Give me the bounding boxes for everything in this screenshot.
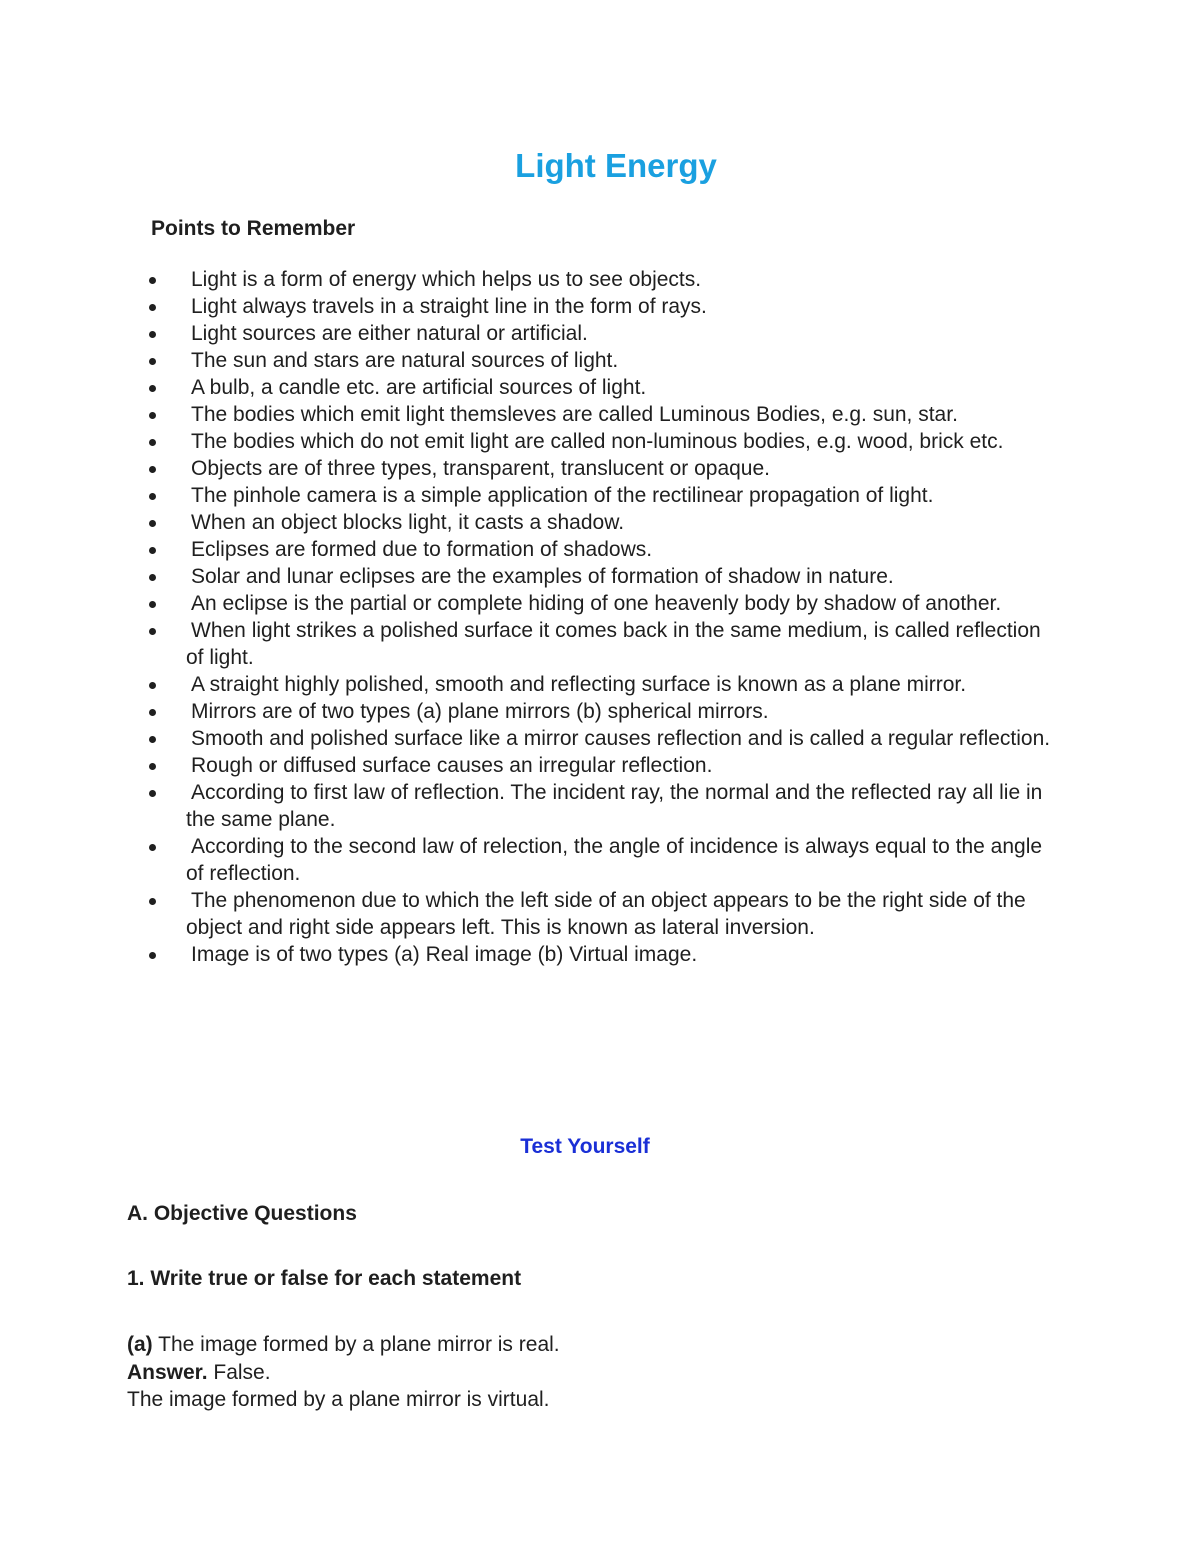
bullet-item	[145, 509, 1055, 536]
bullet-item	[145, 752, 1055, 779]
bullet-icon	[149, 709, 156, 716]
bullet-item	[145, 833, 1055, 887]
bullet-item	[145, 428, 1055, 455]
points-heading: Points to Remember	[151, 217, 356, 240]
bullet-text: The bodies which emit light themsleves are called Luminous Bodies, e.g. sun, star.	[191, 403, 958, 426]
objective-questions-heading: A. Objective Questions	[127, 1202, 357, 1225]
bullet-text: Rough or diffused surface causes an irregular reflection.	[191, 754, 713, 777]
bullet-icon	[149, 412, 156, 419]
bullet-text: When light strikes a polished surface it comes back in the same medium, is called reflection of light.	[186, 619, 1041, 669]
bullet-item	[145, 320, 1055, 347]
bullet-item	[145, 266, 1055, 293]
question-answer-block	[127, 1331, 1077, 1414]
bullet-icon	[149, 358, 156, 365]
bullet-item	[145, 725, 1055, 752]
bullet-icon	[149, 574, 156, 581]
bullet-text: Mirrors are of two types (a) plane mirrors (b) spherical mirrors.	[191, 700, 769, 723]
bullet-item	[145, 455, 1055, 482]
bullet-text: Light is a form of energy which helps us to see objects.	[191, 268, 702, 291]
bullet-icon	[149, 466, 156, 473]
page-title: Light Energy	[515, 147, 717, 184]
bullet-text: Eclipses are formed due to formation of shadows.	[191, 538, 653, 561]
bullet-icon	[149, 439, 156, 446]
bullet-icon	[149, 331, 156, 338]
bullet-item	[145, 293, 1055, 320]
bullet-icon	[149, 763, 156, 770]
bullet-item	[145, 617, 1055, 671]
bullet-item	[145, 401, 1055, 428]
bullet-text: When an object blocks light, it casts a shadow.	[191, 511, 625, 534]
bullet-item	[145, 563, 1055, 590]
bullet-item	[145, 590, 1055, 617]
answer-explanation: The image formed by a plane mirror is virtual.	[127, 1388, 550, 1411]
bullet-text: Image is of two types (a) Real image (b) Virtual image.	[191, 943, 698, 966]
bullet-icon	[149, 493, 156, 500]
bullet-text: A straight highly polished, smooth and reflecting surface is known as a plane mirror.	[191, 673, 967, 696]
bullet-text: Solar and lunar eclipses are the examples of formation of shadow in nature.	[191, 565, 894, 588]
bullet-item	[145, 698, 1055, 725]
bullet-icon	[149, 601, 156, 608]
bullet-text: The pinhole camera is a simple application of the rectilinear propagation of light.	[191, 484, 934, 507]
bullet-icon	[149, 628, 156, 635]
bullet-icon	[149, 844, 156, 851]
question-label: (a)	[127, 1333, 153, 1356]
bullet-text: According to first law of reflection. The incident ray, the normal and the reflected ray all lie in the same plane.	[186, 781, 1043, 831]
bullet-icon	[149, 520, 156, 527]
bullet-icon	[149, 682, 156, 689]
bullet-item	[145, 779, 1055, 833]
answer-text: False.	[207, 1360, 271, 1384]
bullet-text: A bulb, a candle etc. are artificial sources of light.	[191, 376, 647, 399]
bullet-icon	[149, 898, 156, 905]
bullet-item	[145, 482, 1055, 509]
bullet-text: Smooth and polished surface like a mirror causes reflection and is called a regular reflection.	[191, 727, 1051, 750]
bullet-text: According to the second law of relection, the angle of incidence is always equal to the angle of reflection.	[186, 835, 1043, 885]
bullet-icon	[149, 277, 156, 284]
bullet-icon	[149, 304, 156, 311]
bullet-item	[145, 536, 1055, 563]
bullet-icon	[149, 385, 156, 392]
test-yourself-heading: Test Yourself	[520, 1135, 650, 1158]
points-list	[145, 266, 1055, 968]
bullet-icon	[149, 547, 156, 554]
question-text: The image formed by a plane mirror is real.	[152, 1333, 560, 1356]
bullet-text: Light always travels in a straight line in the form of rays.	[191, 295, 707, 318]
bullet-text: An eclipse is the partial or complete hiding of one heavenly body by shadow of another.	[191, 592, 1002, 615]
bullet-item	[145, 671, 1055, 698]
bullet-icon	[149, 736, 156, 743]
bullet-item	[145, 374, 1055, 401]
bullet-text: The bodies which do not emit light are called non-luminous bodies, e.g. wood, brick etc.	[191, 430, 1004, 453]
bullet-item	[145, 887, 1055, 941]
bullet-icon	[149, 790, 156, 797]
bullet-text: Objects are of three types, transparent, translucent or opaque.	[191, 457, 770, 480]
bullet-item	[145, 347, 1055, 374]
bullet-text: The phenomenon due to which the left side of an object appears to be the right side of the object and right side appears left. This is known as lateral inversion.	[186, 889, 1026, 939]
bullet-text: The sun and stars are natural sources of light.	[191, 349, 619, 372]
bullet-text: Light sources are either natural or artificial.	[191, 322, 588, 345]
answer-label: Answer.	[127, 1360, 208, 1384]
bullet-item	[145, 941, 1055, 968]
question-line	[127, 1331, 1077, 1359]
true-false-heading: 1. Write true or false for each statement	[127, 1267, 522, 1290]
bullet-icon	[149, 952, 156, 959]
answer-line	[127, 1359, 1077, 1387]
